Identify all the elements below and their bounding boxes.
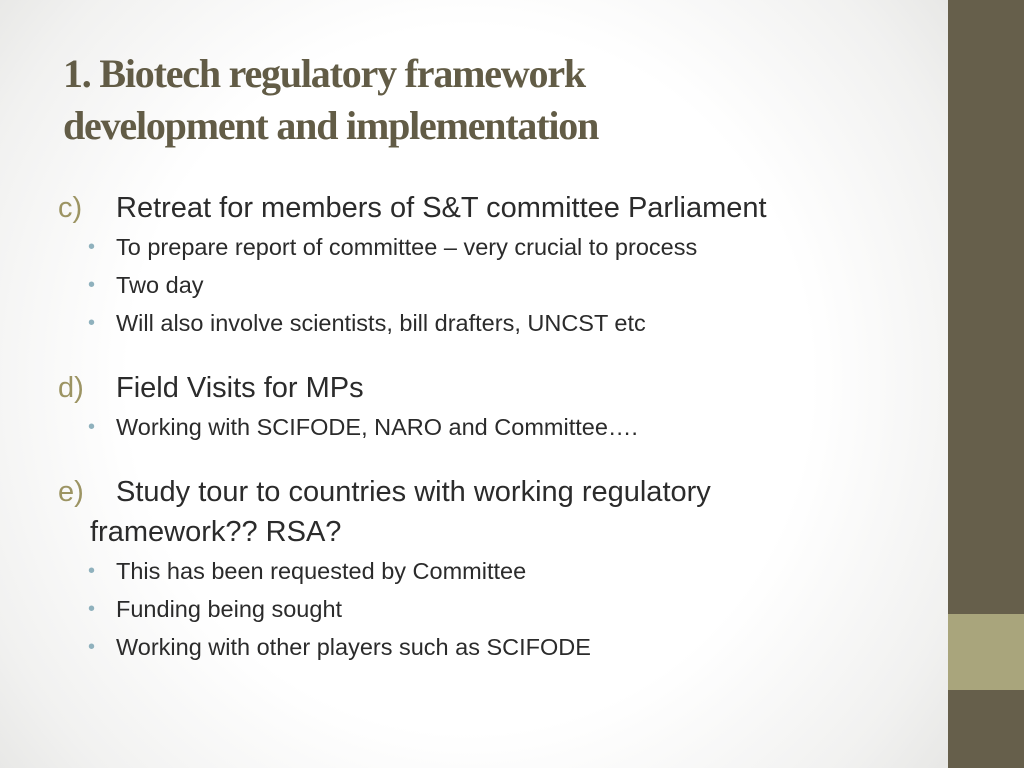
list-item (58, 228, 928, 266)
item-d-bullet-list (58, 408, 928, 446)
bullet-icon: • (88, 312, 96, 334)
item-e-bullet-list (58, 552, 928, 666)
title-line-2: development and implementation (63, 103, 599, 148)
item-e-marker: e) (58, 476, 84, 508)
item-c-heading-text: Retreat for members of S&T committee Parliament (116, 192, 767, 224)
bullet-text: To prepare report of committee – very crucial to process (116, 234, 698, 260)
bullet-text: Working with other players such as SCIFODE (116, 634, 591, 660)
item-c-heading (58, 188, 928, 228)
bullet-icon: • (88, 636, 96, 658)
slide-content (58, 188, 928, 666)
item-d-marker: d) (58, 372, 84, 404)
bullet-icon: • (88, 560, 96, 582)
item-c-bullet-list (58, 228, 928, 342)
bullet-text: Will also involve scientists, bill drafters, UNCST etc (116, 310, 646, 336)
bullet-text: Funding being sought (116, 596, 343, 622)
list-item (58, 304, 928, 342)
bullet-icon: • (88, 416, 96, 438)
list-item (58, 552, 928, 590)
spacer (58, 342, 928, 368)
item-e-heading-text: Study tour to countries with working regulatory (116, 476, 711, 508)
list-item (58, 590, 928, 628)
bullet-icon: • (88, 598, 96, 620)
bullet-text: Two day (116, 272, 204, 298)
bullet-icon: • (88, 274, 96, 296)
bullet-text: This has been requested by Committee (116, 558, 527, 584)
item-e-heading-continuation: framework?? RSA? (90, 516, 342, 548)
title-line-1: 1. Biotech regulatory framework (63, 51, 585, 96)
list-item (58, 628, 928, 666)
item-d-heading-text: Field Visits for MPs (116, 372, 364, 404)
item-e-heading (58, 472, 928, 552)
spacer (58, 446, 928, 472)
list-item (58, 408, 928, 446)
item-c-marker: c) (58, 192, 83, 224)
bullet-icon: • (88, 236, 96, 258)
decorative-side-accent (948, 614, 1024, 690)
item-d-heading (58, 368, 928, 408)
list-item (58, 266, 928, 304)
bullet-text: Working with SCIFODE, NARO and Committee…. (116, 414, 638, 440)
slide-title (63, 48, 923, 152)
